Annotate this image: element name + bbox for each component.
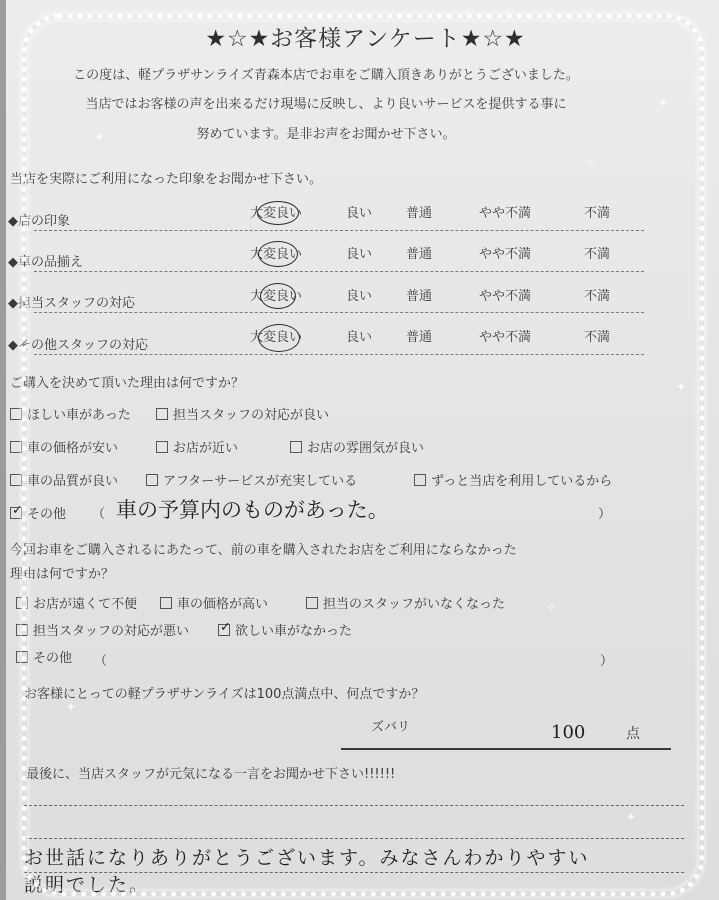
option-label: お店の雰囲気が良い <box>307 441 425 456</box>
option-label: 欲しい車がなかった <box>235 624 353 639</box>
checkbox[interactable] <box>156 408 168 420</box>
row-divider <box>34 354 644 355</box>
handwritten-message-line-1: お世話になりありがとうございます。みなさんわかりやすい <box>24 847 590 869</box>
q1-option[interactable]: 普通 <box>406 206 433 221</box>
checkbox-option[interactable] <box>414 470 612 489</box>
q2-heading: ご購入を決めて頂いた理由は何ですか？ <box>10 376 245 391</box>
q1-option[interactable]: 普通 <box>406 289 433 304</box>
intro-line-2: 当店ではお客様の声を出来るだけ現場に反映し、より良いサービスを提供する事に <box>85 97 567 112</box>
q1-option[interactable]: 大変良い <box>250 247 303 262</box>
checkbox-option[interactable] <box>290 437 424 456</box>
checkbox-checked[interactable]: ✓ <box>220 620 231 635</box>
checkbox-option[interactable] <box>16 593 137 612</box>
option-label: 車の価格が高い <box>177 597 269 612</box>
handwritten-score: 100 <box>551 722 586 743</box>
checkbox-option[interactable] <box>16 620 189 639</box>
checkbox[interactable] <box>10 441 22 453</box>
row-divider <box>34 312 644 313</box>
q1-option[interactable]: 大変良い <box>250 330 303 345</box>
selection-circle <box>258 241 298 267</box>
option-label: 担当スタッフの対応が悪い <box>33 624 190 639</box>
answer-line <box>24 805 684 806</box>
q3-heading-line-1: 今回お車をご購入されるにあたって、前の車を購入されたお店をご利用にならなかった <box>10 543 517 558</box>
selection-circle <box>260 283 296 309</box>
q1-option[interactable]: 不満 <box>584 289 611 304</box>
handwritten-message-line-2: 説明でした。 <box>24 874 151 896</box>
q1-row-label: ◆その他スタッフの対応 <box>8 338 148 353</box>
score-unit: 点 <box>626 726 640 742</box>
score-note: ズバリ <box>371 720 411 735</box>
selection-circle <box>257 201 299 225</box>
checkbox[interactable] <box>160 597 172 609</box>
checkbox-option[interactable] <box>16 647 72 666</box>
checkbox[interactable] <box>16 624 28 636</box>
option-label: ずっと当店を利用しているから <box>431 474 613 489</box>
option-label: お店が遠くて不便 <box>33 597 138 612</box>
checkbox-option[interactable] <box>146 470 357 489</box>
handwritten-other-reason: 車の予算内のものがあった。 <box>116 498 389 522</box>
checkbox-option[interactable] <box>218 620 352 639</box>
q1-option[interactable]: やや不満 <box>479 330 532 345</box>
checkbox-option[interactable] <box>10 470 118 489</box>
checkbox[interactable] <box>290 441 302 453</box>
checkbox[interactable] <box>16 597 28 609</box>
option-label: その他 <box>27 507 67 522</box>
intro-line-3: 努めています。是非お声をお聞かせ下さい。 <box>196 127 456 142</box>
option-label: 車の品質が良い <box>27 474 119 489</box>
answer-line <box>24 838 684 839</box>
checkbox[interactable] <box>156 441 168 453</box>
checkbox-option[interactable] <box>306 593 505 612</box>
sparkle-icon: ✦ <box>94 130 105 144</box>
sparkle-icon: ✦ <box>658 96 669 110</box>
q1-option[interactable]: 不満 <box>584 247 611 262</box>
survey-sheet <box>6 0 719 900</box>
checkbox-option[interactable] <box>10 404 131 423</box>
q1-option[interactable]: 不満 <box>584 206 611 221</box>
option-label: アフターサービスが充実している <box>163 474 358 489</box>
q1-heading: 当店を実際にご利用になった印象をお聞かせ下さい。 <box>10 172 323 187</box>
q1-option[interactable]: やや不満 <box>479 289 532 304</box>
q1-row-label: ◆車の品揃え <box>8 255 83 270</box>
checkbox-option[interactable] <box>10 503 66 522</box>
checkbox[interactable] <box>306 597 318 609</box>
bracket-open: （ <box>94 654 108 669</box>
bracket-close: ） <box>598 507 612 522</box>
checkbox[interactable] <box>10 408 22 420</box>
row-divider <box>34 271 644 272</box>
sparkle-icon: ✦ <box>676 380 687 394</box>
score-underline <box>341 748 671 750</box>
checkbox-option[interactable] <box>156 404 329 423</box>
q1-option[interactable]: やや不満 <box>479 206 532 221</box>
q1-option[interactable]: 大変良い <box>250 289 303 304</box>
q1-option[interactable]: 良い <box>346 289 373 304</box>
q1-option[interactable]: やや不満 <box>479 247 532 262</box>
sparkle-icon: ✧ <box>586 156 597 170</box>
checkbox[interactable] <box>10 474 22 486</box>
q1-option[interactable]: 普通 <box>406 330 433 345</box>
selection-circle <box>258 324 300 352</box>
option-label: 車の価格が安い <box>27 441 119 456</box>
sparkle-icon: ✦ <box>626 810 637 824</box>
q3-heading-line-2: 理由は何ですか？ <box>10 567 115 582</box>
bracket-open: （ <box>92 507 106 522</box>
checkbox-option[interactable] <box>156 437 238 456</box>
checkbox[interactable] <box>146 474 158 486</box>
bracket-close: ） <box>600 654 614 669</box>
q4-heading: お客様にとっての軽プラザサンライズは100点満点中、何点ですか？ <box>24 687 425 702</box>
q5-heading: 最後に、当店スタッフが元気になる一言をお聞かせ下さい!!!!!! <box>26 767 396 782</box>
q1-option[interactable]: 良い <box>346 247 373 262</box>
sparkle-icon: ✦ <box>66 700 77 714</box>
q1-option[interactable]: 普通 <box>406 247 433 262</box>
checkbox-option[interactable] <box>160 593 268 612</box>
option-label: お店が近い <box>173 441 239 456</box>
q1-option[interactable]: 良い <box>346 330 373 345</box>
checkbox-option[interactable] <box>10 437 118 456</box>
intro-line-1: この度は、軽プラザサンライズ青森本店でお車をご購入頂きありがとうございました。 <box>73 68 579 83</box>
option-label: 担当のスタッフがいなくなった <box>323 597 506 612</box>
survey-title: ★☆★お客様アンケート★☆★ <box>205 26 526 52</box>
row-divider <box>34 230 644 231</box>
q1-option[interactable]: 良い <box>346 206 373 221</box>
q1-row-label: ◆担当スタッフの対応 <box>8 296 135 311</box>
option-label: 担当スタッフの対応が良い <box>173 408 330 423</box>
q1-option[interactable]: 不満 <box>584 330 611 345</box>
checkbox[interactable] <box>16 651 28 663</box>
option-label: その他 <box>33 651 73 666</box>
checkbox-checked[interactable]: ✓ <box>12 503 23 518</box>
sparkle-icon: ✧ <box>546 600 557 614</box>
checkbox[interactable] <box>414 474 426 486</box>
option-label: ほしい車があった <box>27 408 131 423</box>
q1-row-label: ◆店の印象 <box>8 214 70 229</box>
q1-option[interactable]: 大変良い <box>250 206 303 221</box>
